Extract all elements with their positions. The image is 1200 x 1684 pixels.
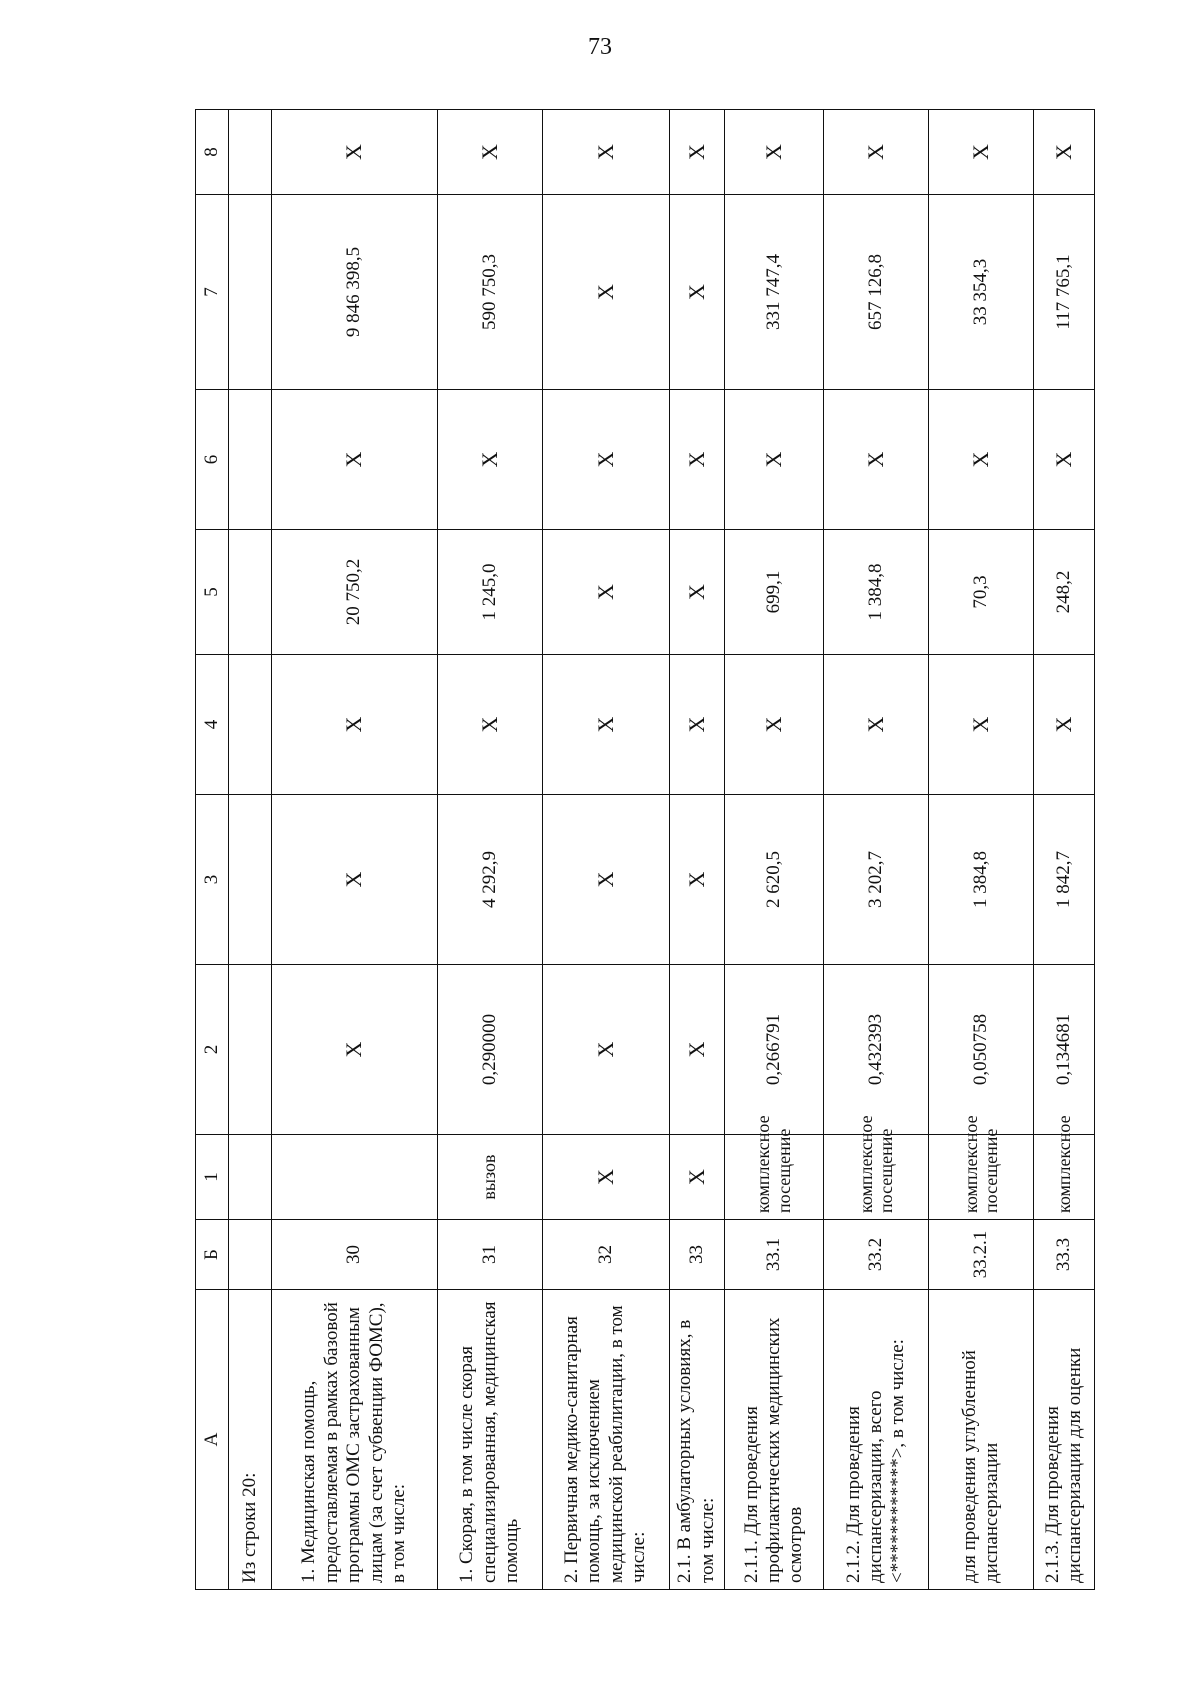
value-cell: 657 126,8	[824, 195, 929, 390]
unit-cell: комплексное	[1034, 1135, 1095, 1220]
value-cell: Х	[437, 110, 542, 195]
value-cell: Х	[542, 655, 669, 795]
unit-cell: комплексное посещение	[724, 1135, 823, 1220]
value-cell: 1 842,7	[1034, 795, 1095, 965]
row-code: 32	[542, 1220, 669, 1290]
value-cell: Х	[669, 795, 724, 965]
value-cell: 1 245,0	[437, 530, 542, 655]
unit-cell: Х	[542, 1135, 669, 1220]
row-code: 33.2.1	[929, 1220, 1034, 1290]
value-cell: Х	[669, 965, 724, 1135]
table-row	[824, 110, 929, 1590]
row-code: 31	[437, 1220, 542, 1290]
value-cell: 33 354,3	[929, 195, 1034, 390]
row-label: 2. Первичная медико-санитарная помощь, за исключением медицинской реабилитации, в том числе:	[542, 1290, 669, 1590]
row-label: 2.1.1. Для проведения профилактических медицинских осмотров	[724, 1290, 823, 1590]
header-cell: 2	[196, 965, 229, 1135]
value-cell: Х	[929, 390, 1034, 530]
table-row	[669, 110, 724, 1590]
value-cell: Х	[542, 965, 669, 1135]
value-cell: Х	[824, 110, 929, 195]
value-cell: Х	[542, 530, 669, 655]
row-code: 33.1	[724, 1220, 823, 1290]
row-label: 2.1.2. Для проведения диспансеризации, всего <************>, в том числе:	[824, 1290, 929, 1590]
value-cell: 2 620,5	[724, 795, 823, 965]
value-cell: 331 747,4	[724, 195, 823, 390]
value-cell: 248,2	[1034, 530, 1095, 655]
value-cell: Х	[929, 655, 1034, 795]
value-cell: Х	[669, 195, 724, 390]
value-cell: 0,290000	[437, 965, 542, 1135]
value-cell: 3 202,7	[824, 795, 929, 965]
value-cell: Х	[542, 390, 669, 530]
row-label: для проведения углубленной диспансеризации	[929, 1290, 1034, 1590]
row-code: 33	[669, 1220, 724, 1290]
rotated-table-container	[195, 110, 1095, 1590]
value-cell: Х	[1034, 110, 1095, 195]
page-number: 73	[588, 34, 612, 60]
unit-cell: комплексное посещение	[824, 1135, 929, 1220]
header-cell: 7	[196, 195, 229, 390]
value-cell: Х	[272, 655, 438, 795]
header-cell: 6	[196, 390, 229, 530]
table-row	[1034, 110, 1095, 1590]
value-cell: Х	[669, 530, 724, 655]
unit-cell: комплексное посещение	[929, 1135, 1034, 1220]
value-cell: Х	[272, 110, 438, 195]
value-cell: Х	[724, 390, 823, 530]
header-cell: 5	[196, 530, 229, 655]
value-cell: Х	[669, 110, 724, 195]
value-cell: Х	[272, 390, 438, 530]
header-cell: 1	[196, 1135, 229, 1220]
data-table	[195, 109, 1095, 1590]
unit-cell: Х	[669, 1135, 724, 1220]
unit-cell: вызов	[437, 1135, 542, 1220]
header-cell: А	[196, 1290, 229, 1590]
value-cell: Х	[272, 795, 438, 965]
value-cell: 590 750,3	[437, 195, 542, 390]
row-label: 2.1. В амбулаторных условиях, в том числе:	[669, 1290, 724, 1590]
table-row	[724, 110, 823, 1590]
header-cell: 3	[196, 795, 229, 965]
value-cell: 1 384,8	[824, 530, 929, 655]
value-cell: 20 750,2	[272, 530, 438, 655]
value-cell: 0,050758	[929, 965, 1034, 1135]
value-cell: Х	[724, 655, 823, 795]
value-cell: 1 384,8	[929, 795, 1034, 965]
value-cell: 70,3	[929, 530, 1034, 655]
intro-cell: Из строки 20:	[229, 1290, 272, 1590]
table-row	[272, 110, 438, 1590]
value-cell: Х	[542, 195, 669, 390]
value-cell: Х	[824, 655, 929, 795]
row-label: 1. Медицинская помощь, предоставляемая в рамках базовой программы ОМС застрахованным лицам (за счет субвенции ФОМС), в том числе:	[272, 1290, 438, 1590]
row-code: 33.3	[1034, 1220, 1095, 1290]
unit-cell	[272, 1135, 438, 1220]
value-cell: Х	[542, 110, 669, 195]
value-cell: Х	[929, 110, 1034, 195]
value-cell: 9 846 398,5	[272, 195, 438, 390]
value-cell: Х	[272, 965, 438, 1135]
value-cell: 0,266791	[724, 965, 823, 1135]
value-cell: 0,134681	[1034, 965, 1095, 1135]
value-cell: Х	[437, 655, 542, 795]
table-row	[929, 110, 1034, 1590]
value-cell: Х	[669, 390, 724, 530]
table-row	[437, 110, 542, 1590]
header-cell: Б	[196, 1220, 229, 1290]
value-cell: Х	[1034, 390, 1095, 530]
header-cell: 8	[196, 110, 229, 195]
header-cell: 4	[196, 655, 229, 795]
table-row-intro	[229, 110, 272, 1590]
header-row	[196, 110, 229, 1590]
value-cell: 4 292,9	[437, 795, 542, 965]
row-label: 2.1.3. Для проведения диспансеризации для оценки	[1034, 1290, 1095, 1590]
value-cell: Х	[437, 390, 542, 530]
value-cell: Х	[724, 110, 823, 195]
value-cell: 699,1	[724, 530, 823, 655]
value-cell: Х	[824, 390, 929, 530]
row-code: 33.2	[824, 1220, 929, 1290]
value-cell: Х	[542, 795, 669, 965]
table-row	[542, 110, 669, 1590]
value-cell: Х	[669, 655, 724, 795]
row-code: 30	[272, 1220, 438, 1290]
value-cell: Х	[1034, 655, 1095, 795]
value-cell: 0,432393	[824, 965, 929, 1135]
value-cell: 117 765,1	[1034, 195, 1095, 390]
row-label: 1. Скорая, в том числе скорая специализированная, медицинская помощь	[437, 1290, 542, 1590]
